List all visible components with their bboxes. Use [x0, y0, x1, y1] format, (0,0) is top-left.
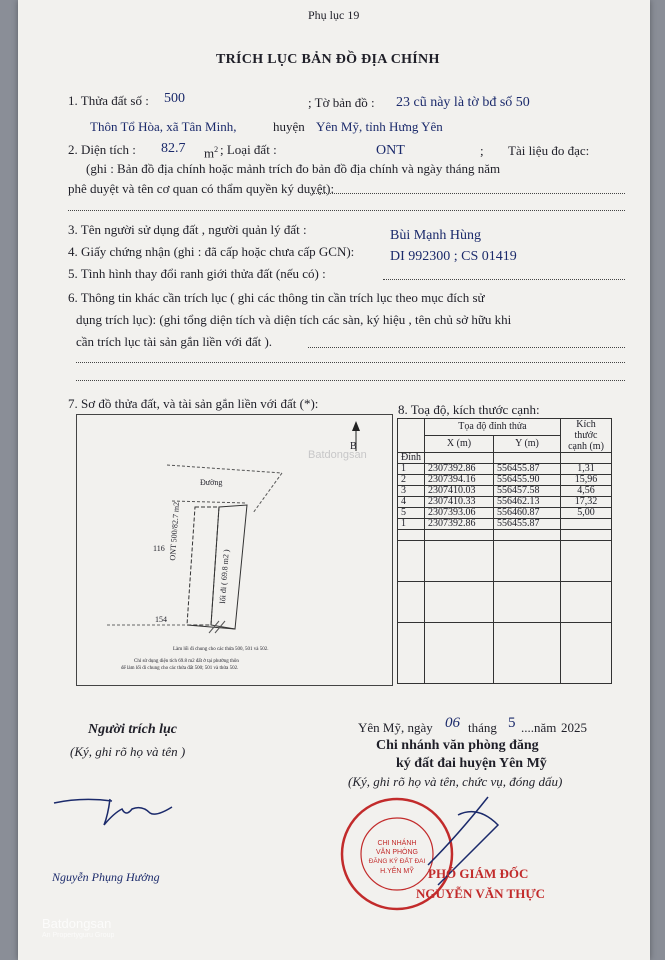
stamp-line-3: ĐĂNG KÝ ĐẤT ĐAI — [368, 858, 426, 865]
table-cell — [561, 530, 612, 541]
office-title-line1: Chi nhánh văn phòng đăng — [376, 738, 539, 753]
coordinates-section-label: 8. Toạ độ, kích thước cạnh: — [398, 402, 540, 417]
x-cell: 2307392.86 — [425, 464, 494, 475]
table-cell — [425, 541, 494, 582]
date-month: 5 — [508, 715, 516, 731]
dotted-line — [308, 347, 625, 348]
parcel-500-boundary — [187, 507, 219, 625]
north-label: B — [350, 441, 357, 452]
parcel-500-label: ONT 500/82.7 m2 — [167, 501, 182, 561]
sketch-section-label: 7. Sơ đồ thửa đất, và tài sản gắn liền với đất (*): — [68, 396, 319, 411]
map-sheet-number: 23 cũ này là tờ bđ số 50 — [396, 95, 530, 110]
certificate-number: DI 992300 ; CS 01419 — [390, 249, 517, 264]
table-cell — [425, 623, 494, 684]
table-cell — [561, 541, 612, 582]
table-row — [398, 497, 612, 508]
table-row — [398, 519, 612, 530]
owner-name: Bùi Mạnh Hùng — [390, 228, 481, 243]
dotted-line — [68, 210, 625, 211]
land-type-label: ; Loại đất : — [220, 142, 277, 157]
table-row — [398, 582, 612, 623]
position-title: PHÓ GIÁM ĐỐC — [428, 866, 529, 881]
sketch-note-1: Làm lối đi chung cho các thửa 500, 501 và 502. — [173, 647, 269, 652]
other-info-line3: cần trích lục tài sản gắn liền với đất ). — [76, 334, 273, 349]
document-title: TRÍCH LỤC BẢN ĐỒ ĐỊA CHÍNH — [216, 52, 440, 67]
coordinates-table — [397, 418, 612, 684]
parcel-label: 1. Thửa đất số : — [68, 93, 149, 108]
table-cell — [398, 582, 425, 623]
certificate-label: 4. Giấy chứng nhận (ghi : đã cấp hoặc chưa cấp GCN): — [68, 244, 355, 259]
edge-cell: 17,32 — [561, 497, 612, 508]
area-value: 82.7 — [161, 141, 186, 156]
edge-cell: 1,31 — [561, 464, 612, 475]
table-row — [398, 486, 612, 497]
road-edge — [167, 465, 282, 473]
table-row — [398, 475, 612, 486]
district-label: huyện — [273, 119, 305, 134]
vertex-cell: 1 — [398, 519, 425, 530]
land-type-value: ONT — [376, 143, 405, 158]
table-cell — [494, 541, 561, 582]
y-cell: 556460.87 — [494, 508, 561, 519]
vertex-cell: 5 — [398, 508, 425, 519]
stamp-line-1: CHI NHÁNH — [377, 840, 417, 847]
stamp-line-4: H.YÊN MỸ — [380, 868, 414, 875]
table-header-group: Tọa độ đỉnh thửa — [425, 419, 561, 436]
dotted-line — [310, 193, 625, 194]
table-cell — [425, 453, 494, 464]
edge-cell: 5,00 — [561, 508, 612, 519]
table-cell — [494, 530, 561, 541]
table-corner — [398, 419, 425, 453]
extractor-instruction: (Ký, ghi rõ họ và tên ) — [70, 744, 186, 759]
vertex-cell: 2 — [398, 475, 425, 486]
table-cell — [425, 582, 494, 623]
edge-cell: 15,96 — [561, 475, 612, 486]
y-cell: 556455.87 — [494, 464, 561, 475]
vertex-cell: 4 — [398, 497, 425, 508]
x-cell: 2307410.03 — [425, 486, 494, 497]
stamp-line-2: VĂN PHÒNG — [375, 849, 419, 856]
parcel-bottom-edge — [187, 625, 235, 629]
x-cell: 2307392.86 — [425, 519, 494, 530]
neighbor-116-label: 116 — [153, 544, 165, 553]
extractor-name: Nguyễn Phụng Hưởng — [52, 870, 160, 884]
y-cell: 556455.90 — [494, 475, 561, 486]
parcel-number: 500 — [164, 91, 185, 106]
owner-label: 3. Tên người sử dụng đất , người quản lý đất : — [68, 222, 307, 237]
table-row — [398, 464, 612, 475]
address-line: Thôn Tổ Hòa, xã Tân Minh, — [90, 119, 237, 134]
map-sheet-label: ; Tờ bản đồ : — [308, 95, 375, 110]
edge-cell — [561, 519, 612, 530]
road-label: Đường — [200, 478, 223, 487]
x-cell: 2307393.06 — [425, 508, 494, 519]
table-cell — [398, 530, 425, 541]
appendix-label: Phụ lục 19 — [308, 8, 360, 22]
director-name: NGUYỄN VĂN THỰC — [416, 886, 546, 901]
survey-doc-label: Tài liệu đo đạc: — [508, 143, 590, 158]
survey-note-line2: phê duyệt và tên cơ quan có thẩm quyền ký duyệt): — [68, 181, 335, 196]
watermark-brand: Batdongsan — [308, 449, 367, 461]
watermark-logo: Batdongsan — [42, 916, 112, 931]
dotted-line — [383, 279, 625, 280]
table-cell — [494, 582, 561, 623]
doc-separator: ; — [480, 143, 484, 158]
date-day: 06 — [445, 715, 460, 731]
table-cell — [561, 453, 612, 464]
table-header-y: Y (m) — [494, 436, 561, 453]
north-arrow-head — [352, 421, 360, 431]
date-year: 2025 — [561, 720, 587, 735]
watermark-tagline: An Propertyguru Group — [42, 932, 115, 939]
table-cell — [425, 530, 494, 541]
right-of-way-label: lối đi ( 69.8 m2 ) — [217, 549, 231, 604]
dotted-line — [76, 362, 625, 363]
edge-cell: 4,56 — [561, 486, 612, 497]
x-cell: 2307410.33 — [425, 497, 494, 508]
office-instruction: (Ký, ghi rõ họ và tên, chức vụ, đóng dấu) — [348, 774, 563, 789]
document-page — [18, 0, 650, 960]
table-cell — [398, 541, 425, 582]
y-cell: 556462.13 — [494, 497, 561, 508]
table-cell — [561, 582, 612, 623]
office-title-line2: ký đất đai huyện Yên Mỹ — [396, 756, 547, 771]
dotted-line — [76, 380, 625, 381]
date-month-label: tháng — [468, 720, 497, 735]
sketch-note-3: để làm lối đi chung cho các thửa đất 500; 501 và thửa 502. — [121, 666, 239, 671]
area-label: 2. Diện tích : — [68, 142, 136, 157]
vertex-cell: 3 — [398, 486, 425, 497]
x-cell: 2307394.16 — [425, 475, 494, 486]
table-cell — [398, 623, 425, 684]
y-cell: 556455.87 — [494, 519, 561, 530]
date-place: Yên Mỹ, ngày — [358, 720, 433, 735]
vertex-cell: 1 — [398, 464, 425, 475]
extractor-title: Người trích lục — [88, 722, 178, 737]
table-header-vertex: Đỉnh — [398, 453, 425, 464]
other-info-line2: dụng trích lục): (ghi tổng diện tích và diện tích các sàn, ký hiệu , tên chủ sở hữu khi — [76, 312, 512, 327]
sketch-note-2: Chỉ sử dụng diện tích 69.8 m2 đất ở tại phường thôn — [134, 659, 239, 664]
neighbor-154-label: 154 — [155, 615, 167, 624]
boundary-change-label: 5. Tình hình thay đổi ranh giới thửa đất (nếu có) : — [68, 266, 326, 281]
table-row — [398, 541, 612, 582]
extractor-signature — [52, 795, 182, 835]
table-row — [398, 508, 612, 519]
table-row — [398, 530, 612, 541]
district-value: Yên Mỹ, tỉnh Hưng Yên — [316, 119, 443, 134]
y-cell: 556457.58 — [494, 486, 561, 497]
area-unit: $m^2$ — [204, 145, 219, 161]
table-cell — [561, 623, 612, 684]
table-header-edge: Kích thước cạnh (m) — [561, 419, 612, 453]
survey-note-line1: (ghi : Bản đồ địa chính hoặc mảnh trích đo bản đồ địa chính và ngày tháng năm — [86, 161, 501, 176]
table-header-x: X (m) — [425, 436, 494, 453]
road-edge — [253, 473, 282, 513]
other-info-line1: 6. Thông tin khác cần trích lục ( ghi các thông tin cần trích lục theo mục đích sử — [68, 290, 485, 305]
table-row — [398, 623, 612, 684]
table-cell — [494, 623, 561, 684]
date-year-label: ....năm — [521, 720, 557, 735]
table-cell — [494, 453, 561, 464]
